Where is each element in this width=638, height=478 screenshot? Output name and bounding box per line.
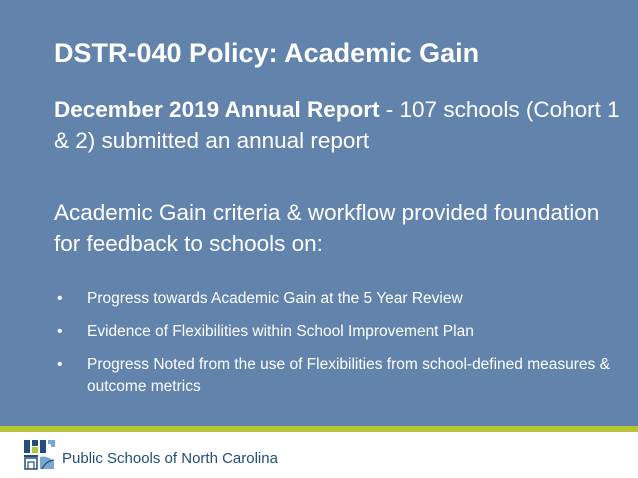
bullet-dot: • [57,356,63,373]
organization-name: Public Schools of North Carolina [62,450,278,467]
bullet-item [54,321,614,343]
bullet-item [54,354,614,398]
slide-title: DSTR-040 Policy: Academic Gain [54,38,480,68]
annual-report-detail: - 107 schools (Cohort 1 & 2) submitted an annual report [54,97,620,153]
footer [0,432,638,478]
bullet-item [54,288,614,310]
bullet-text: Progress Noted from the use of Flexibilities from school-defined measures & outcome metrics [87,356,610,395]
bullet-text: Progress towards Academic Gain at the 5 Year Review [87,290,463,307]
annual-report-lead: December 2019 Annual Report [54,97,380,122]
bullet-dot: • [57,323,63,340]
feedback-bullet-list [54,288,614,409]
annual-report-paragraph [54,94,624,156]
bullet-dot: • [57,290,63,307]
nc-public-schools-logo-icon [22,436,56,470]
criteria-paragraph: Academic Gain criteria & workflow provided foundation for feedback to schools on: [54,200,600,256]
bullet-text: Evidence of Flexibilities within School Improvement Plan [87,323,474,340]
